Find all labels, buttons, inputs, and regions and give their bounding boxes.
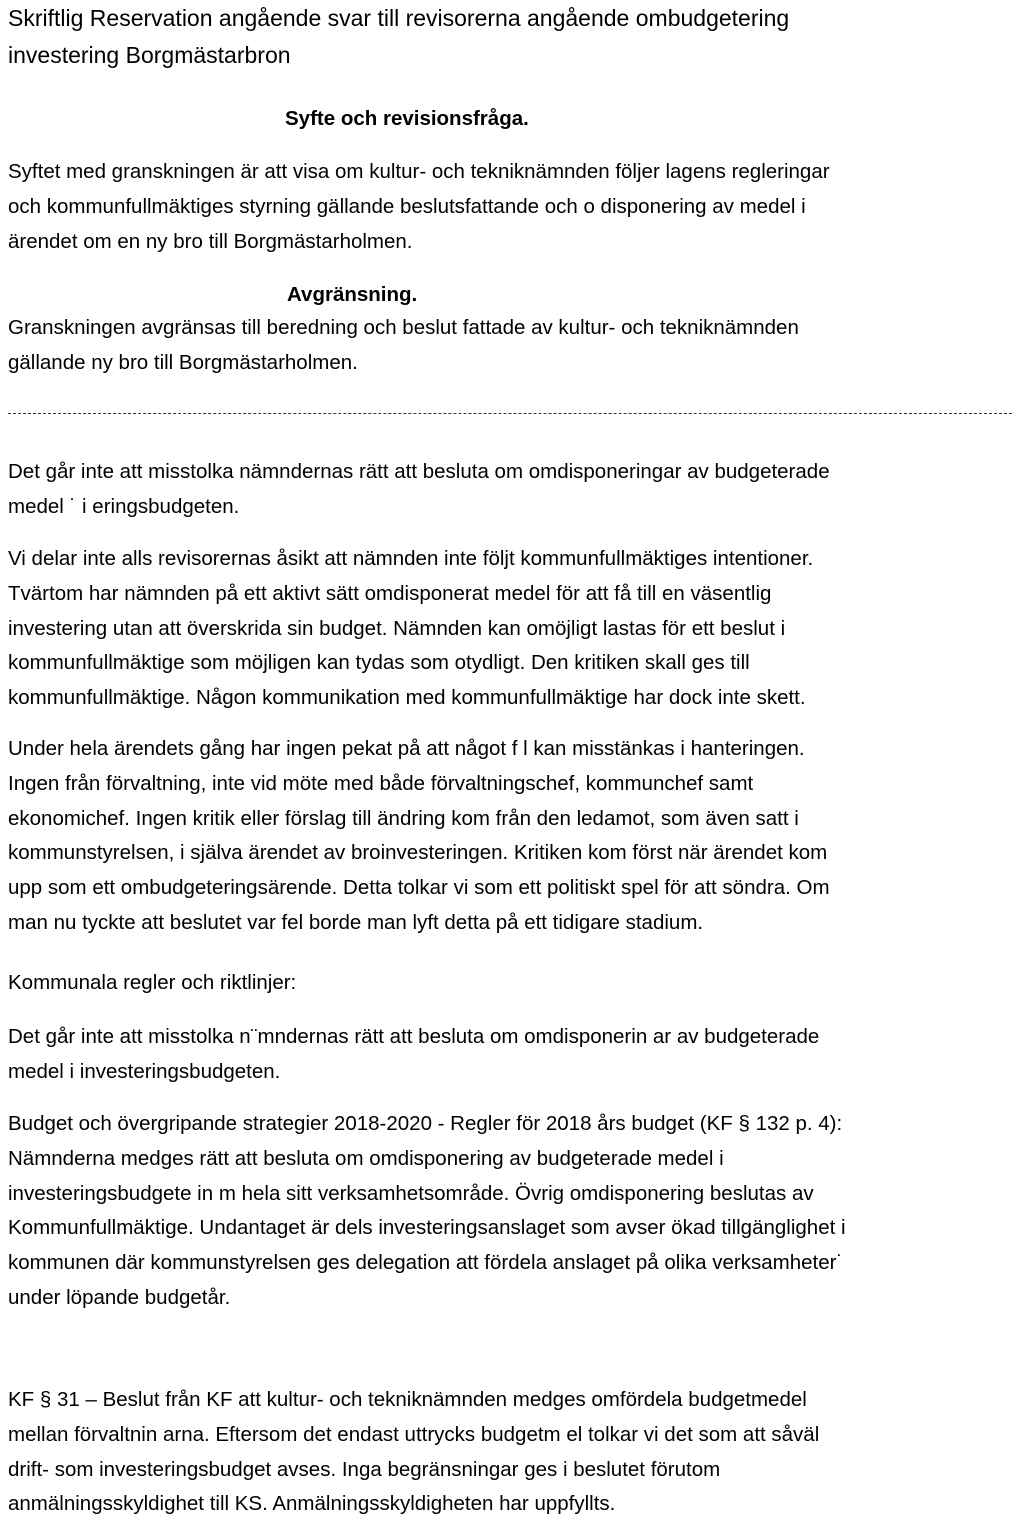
text-line: Ingen från förvaltning, inte vid möte med både förvaltningschef, kommunchef samt <box>8 771 754 795</box>
document-title <box>8 0 1020 74</box>
text-line: upp som ett ombudgeteringsärende. Detta tolkar vi som ett politiskt spel för att söndra. Om <box>8 876 830 900</box>
text-line: KF § 31 – Beslut från KF att kultur- och tekniknämnden medges omfördela budgetmedel <box>8 1388 807 1411</box>
text-line: under löpande budgetår. <box>8 1285 231 1309</box>
text-line: kommunen där kommunstyrelsen ges delegation att fördela anslaget på olika verksamheter˙ <box>8 1251 844 1275</box>
paragraph-scope <box>8 311 1020 381</box>
text-line: investering utan att överskrida sin budget. Nämnden kan omöjligt lastas för ett beslut i <box>8 616 786 640</box>
text-line: och kommunfullmäktiges styrning gällande beslutsfattande och o disponering av medel i <box>8 194 806 218</box>
text-line: Det går inte att misstolka nämndernas rätt att besluta om omdisponeringar av budgeterade <box>8 460 830 483</box>
text-line: medel i investeringsbudgeten. <box>8 1059 281 1083</box>
section-divider <box>8 413 1012 414</box>
text-line: kommunstyrelsen, i själva ärendet av broinvesteringen. Kritiken kom först när ärendet kom <box>8 841 828 865</box>
paragraph-rights-2 <box>8 1020 1020 1090</box>
paragraph-disagree <box>8 542 1020 716</box>
text-line: kommunfullmäktige som möjligen kan tydas som otydligt. Den kritiken skall ges till <box>8 651 750 675</box>
text-line: Det går inte att misstolka n¨mndernas rätt att besluta om omdisponerin ar av budgeterade <box>8 1025 820 1048</box>
text-line: Syftet med granskningen är att visa om kultur- och tekniknämnden följer lagens regleringar <box>8 160 830 183</box>
text-line: ärendet om en ny bro till Borgmästarholmen. <box>8 229 413 253</box>
text-line: anmälningsskyldighet till KS. Anmälningsskyldigheten har uppfyllts. <box>8 1492 616 1516</box>
paragraph-rules-heading <box>8 966 1020 1001</box>
text-line: Vi delar inte alls revisorernas åsikt att nämnden inte följt kommunfullmäktiges intentioner. <box>8 547 814 570</box>
text-line: Kommunala regler och riktlinjer: <box>8 971 297 994</box>
text-line: man nu tyckte att beslutet var fel borde man lyft detta på ett tidigare stadium. <box>8 910 704 934</box>
text-line: Budget och övergripande strategier 2018-2020 - Regler för 2018 års budget (KF § 132 p. 4): <box>8 1112 843 1135</box>
text-line: Granskningen avgränsas till beredning och beslut fattade av kultur- och tekniknämnden <box>8 316 799 339</box>
paragraph-kf31 <box>8 1383 1020 1522</box>
text-line: investeringsbudgete in m hela sitt verksamhetsområde. Övrig omdisponering beslutas av <box>8 1181 814 1205</box>
paragraph-process <box>8 732 1020 941</box>
text-line: drift- som investeringsbudget avses. Inga begränsningar ges i beslutet förutom <box>8 1457 721 1481</box>
paragraph-purpose <box>8 155 1020 259</box>
text-line: Nämnderna medges rätt att besluta om omdisponering av budgeterade medel i <box>8 1146 724 1170</box>
text-line: gällande ny bro till Borgmästarholmen. <box>8 350 358 374</box>
heading-scope: Avgränsning. <box>287 283 418 306</box>
title-line: Skriftlig Reservation angående svar till revisorerna angående ombudgetering <box>8 5 790 31</box>
text-line: Tvärtom har nämnden på ett aktivt sätt omdisponerat medel för att få till en väsentlig <box>8 581 772 605</box>
text-line: medel ˙ i eringsbudgeten. <box>8 494 240 518</box>
paragraph-rights <box>8 455 1020 525</box>
heading-purpose: Syfte och revisionsfråga. <box>285 107 529 130</box>
title-line: investering Borgmästarbron <box>8 42 291 68</box>
text-line: mellan förvaltnin arna. Eftersom det endast uttrycks budgetm el tolkar vi det som att såväl <box>8 1422 820 1446</box>
text-line: Under hela ärendets gång har ingen pekat på att något f l kan misstänkas i hanteringen. <box>8 737 805 760</box>
paragraph-budget <box>8 1107 1020 1316</box>
text-line: ekonomichef. Ingen kritik eller förslag till ändring kom från den ledamot, som även satt i <box>8 806 799 830</box>
text-line: kommunfullmäktige. Någon kommunikation med kommunfullmäktige har dock inte skett. <box>8 686 806 710</box>
text-line: Kommunfullmäktige. Undantaget är dels investeringsanslaget som avser ökad tillgänglighet i <box>8 1216 846 1240</box>
